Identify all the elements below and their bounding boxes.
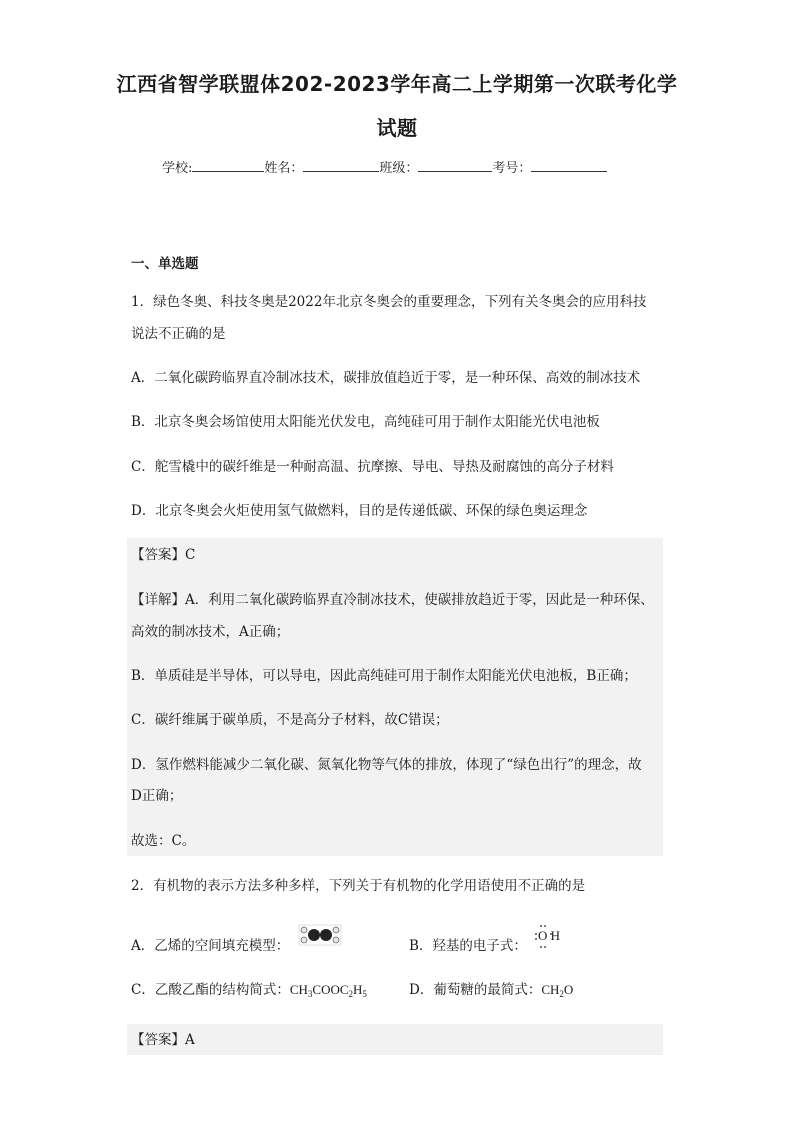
- q1-answer-tag: 【答案】: [131, 547, 185, 563]
- q2-option-a-label: A．乙烯的空间填充模型：: [131, 938, 290, 954]
- q1-answer-line: [131, 545, 195, 565]
- document-title-line1: 江西省智学联盟体202-2023学年高二上学期第一次联考化学: [116, 72, 678, 96]
- q1-detail-line2: 高效的制冰技术，A正确；: [131, 624, 290, 640]
- q1-option-d: D．北京冬奥会火炬使用氢气做燃料，目的是传递低碳、环保的绿色奥运理念: [131, 503, 588, 519]
- class-label: 班级：: [379, 161, 419, 176]
- q2-option-b-label: B．羟基的电子式：: [409, 938, 527, 954]
- exam-no-label: 考号：: [492, 161, 532, 176]
- school-blank[interactable]: [192, 159, 264, 172]
- hydroxyl-formula-text: O H: [538, 928, 561, 943]
- q1-detail-b: B．单质硅是半导体，可以导电，因此高纯硅可用于制作太阳能光伏电池板，B正确；: [131, 668, 637, 684]
- q1-detail-d-line2: D正确；: [131, 788, 183, 804]
- q2-option-c: [131, 980, 367, 1004]
- section-title: 一、单选题: [131, 256, 199, 272]
- q2-answer-value: A: [185, 1032, 195, 1048]
- q1-option-a: A．二氧化碳跨临界直冷制冰技术，碳排放值趋近于零，是一种环保、高效的制冰技术: [131, 370, 641, 386]
- glucose-empirical-formula: $CH_2O$: [541, 982, 574, 999]
- q2-option-d-label: D．葡萄糖的最简式：: [409, 982, 542, 998]
- ethylene-space-filling-model-icon: [298, 924, 342, 946]
- q1-answer-box: [127, 538, 663, 856]
- class-blank[interactable]: [418, 159, 492, 172]
- q1-option-c: C．舵雪橇中的碳纤维是一种耐高温、抗摩擦、导电、导热及耐腐蚀的高分子材料: [131, 459, 614, 475]
- q2-answer-box: [127, 1024, 663, 1055]
- q1-detail-line1: [131, 590, 654, 610]
- ethyl-acetate-formula: $CH_3COOC_2H_5$: [289, 982, 367, 999]
- q1-stem-line2: 说法不正确的是: [131, 326, 226, 342]
- q1-detail-d-line1: D．氢作燃料能减少二氧化碳、氮氧化物等气体的排放，体现了“绿色出行”的理念，故: [131, 757, 642, 773]
- q1-detail-text1: A．利用二氧化碳跨临界直冷制冰技术，使碳排放趋近于零，因此是一种环保、: [185, 592, 654, 608]
- q2-stem: 2．有机物的表示方法多种多样，下列关于有机物的化学用语使用不正确的是: [131, 878, 586, 894]
- q1-detail-c: C．碳纤维属于碳单质，不是高分子材料，故C错误；: [131, 712, 449, 728]
- document-title-line2: 试题: [376, 116, 418, 140]
- q1-stem-line1: 1．绿色冬奥、科技冬奥是2022年北京冬奥会的重要理念，下列有关冬奥会的应用科技: [131, 294, 647, 310]
- q1-detail-tag: 【详解】: [131, 592, 185, 608]
- exam-no-blank[interactable]: [531, 159, 607, 172]
- q2-option-d: [409, 980, 573, 1004]
- name-label: 姓名：: [264, 161, 304, 176]
- hydroxyl-electron-formula: [534, 922, 574, 950]
- student-info-line: [162, 157, 607, 176]
- q1-option-b: B．北京冬奥会场馆使用太阳能光伏发电，高纯硅可用于制作太阳能光伏电池板: [131, 414, 600, 430]
- q2-answer-tag: 【答案】: [131, 1032, 185, 1048]
- q1-conclusion: 故选：C。: [131, 833, 196, 849]
- q2-answer-line: [131, 1030, 195, 1050]
- school-label: 学校:: [162, 161, 193, 176]
- name-blank[interactable]: [303, 159, 379, 172]
- q1-answer-value: C: [185, 547, 196, 563]
- q2-option-c-label: C．乙酸乙酯的结构简式：: [131, 982, 290, 998]
